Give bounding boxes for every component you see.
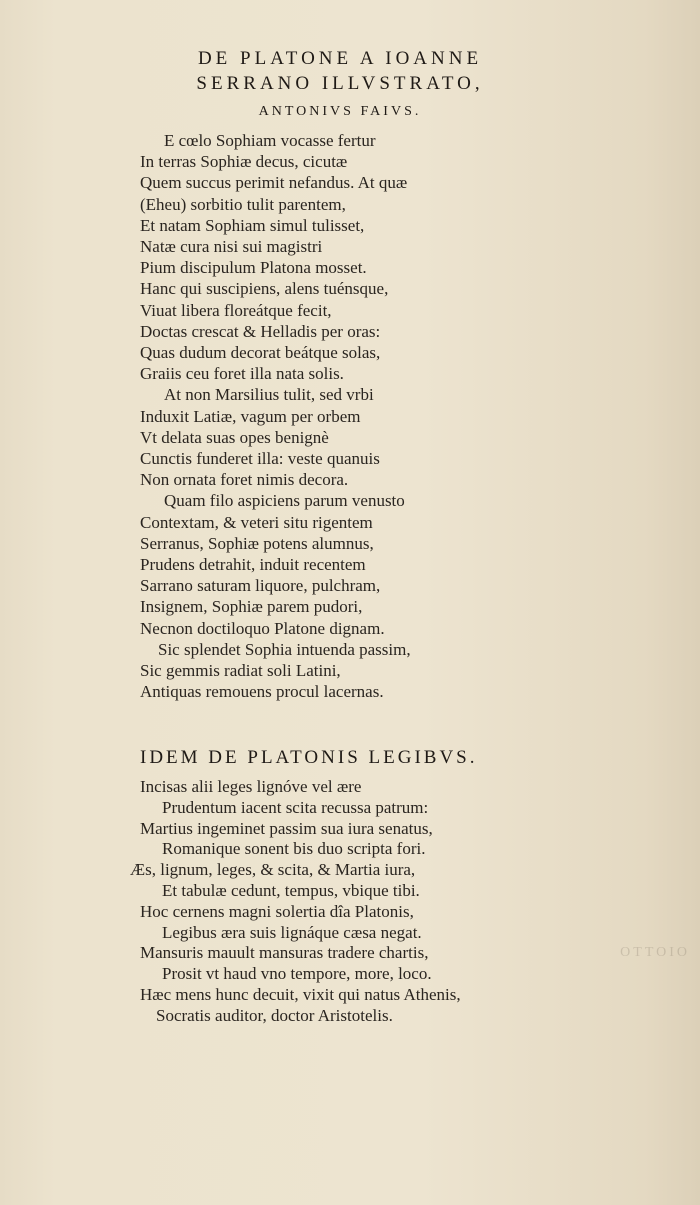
verse-line: Sarrano saturam liquore, pulchram,	[140, 576, 381, 596]
verse-line: At non Marsilius tulit, sed vrbi	[164, 385, 374, 405]
verse-line: Et natam Sophiam simul tulisset,	[140, 215, 365, 235]
verse-line: Prudentum iacent scita recussa patrum:	[162, 797, 429, 817]
verse-line: In terras Sophiæ decus, cicutæ	[140, 152, 348, 172]
verse-line: Contextam, & veteri situ rigentem	[140, 512, 373, 532]
bleed-word: OTTOIO	[620, 945, 690, 960]
verse-line: Quam filo aspiciens parum venusto	[164, 491, 405, 511]
verse-line: Hanc qui suscipiens, alens tuénsque,	[140, 279, 389, 299]
author-name: ANTONIVS FAIVS.	[258, 104, 422, 119]
section-title: IDEM DE PLATONIS LEGIBVS.	[140, 747, 478, 768]
verse-line: Serranus, Sophiæ potens alumnus,	[140, 533, 374, 553]
verse-line: Legibus æra suis lignáque cæsa negat.	[162, 922, 422, 942]
verse-line: Martius ingeminet passim sua iura senatus,	[140, 818, 433, 838]
verse-line: Cunctis funderet illa: veste quanuis	[140, 449, 380, 469]
verse-line: Natæ cura nisi sui magistri	[140, 237, 323, 257]
verse-line: Antiquas remouens procul lacernas.	[140, 682, 384, 702]
verse-line: Sic gemmis radiat soli Latini,	[140, 661, 341, 681]
verse-line: Hæc mens hunc decuit, vixit qui natus Athenis,	[140, 984, 461, 1004]
verse-line: Hoc cernens magni solertia dîa Platonis,	[140, 901, 414, 921]
verse-line: Induxit Latiæ, vagum per orbem	[140, 406, 361, 426]
verse-line: Socratis auditor, doctor Aristotelis.	[156, 1005, 393, 1025]
verse-line: Incisas alii leges lignóve vel ære	[140, 777, 362, 796]
verse-line: Æs, lignum, leges, & scita, & Martia iura,	[130, 860, 416, 880]
verse-line: Non ornata foret nimis decora.	[140, 470, 349, 490]
verse-line: Insignem, Sophiæ parem pudori,	[140, 597, 363, 617]
verse-line: Quas dudum decorat beátque solas,	[140, 343, 381, 363]
poem-2	[130, 777, 540, 1027]
verse-line: Quem succus perimit nefandus. At quæ	[140, 173, 408, 193]
verse-line: Prosit vt haud vno tempore, more, loco.	[162, 964, 432, 984]
verse-line: Vt delata suas opes benignè	[140, 427, 329, 447]
verse-line: Sic splendet Sophia intuenda passim,	[158, 639, 411, 659]
verse-line: Viuat libera floreátque fecit,	[140, 300, 332, 320]
heading-line-2: SERRANO ILLVSTRATO,	[196, 73, 484, 94]
verse-line: Et tabulæ cedunt, tempus, vbique tibi.	[162, 880, 420, 900]
verse-line: Graiis ceu foret illa nata solis.	[140, 364, 344, 384]
verse-line: Mansuris mauult mansuras tradere chartis,	[140, 943, 429, 963]
verse-line: Pium discipulum Platona mosset.	[140, 258, 367, 278]
verse-line: Doctas crescat & Helladis per oras:	[140, 321, 381, 341]
heading-line-1: DE PLATONE A IOANNE	[197, 48, 483, 69]
verse-line: E cœlo Sophiam vocasse fertur	[164, 131, 376, 150]
poem-1	[140, 130, 520, 702]
verse-line: Prudens detrahit, induit recentem	[140, 555, 366, 575]
verse-line: Necnon doctiloquo Platone dignam.	[140, 618, 385, 638]
verse-line: (Eheu) sorbitio tulit parentem,	[140, 194, 346, 214]
verse-line: Romanique sonent bis duo scripta fori.	[162, 839, 426, 859]
